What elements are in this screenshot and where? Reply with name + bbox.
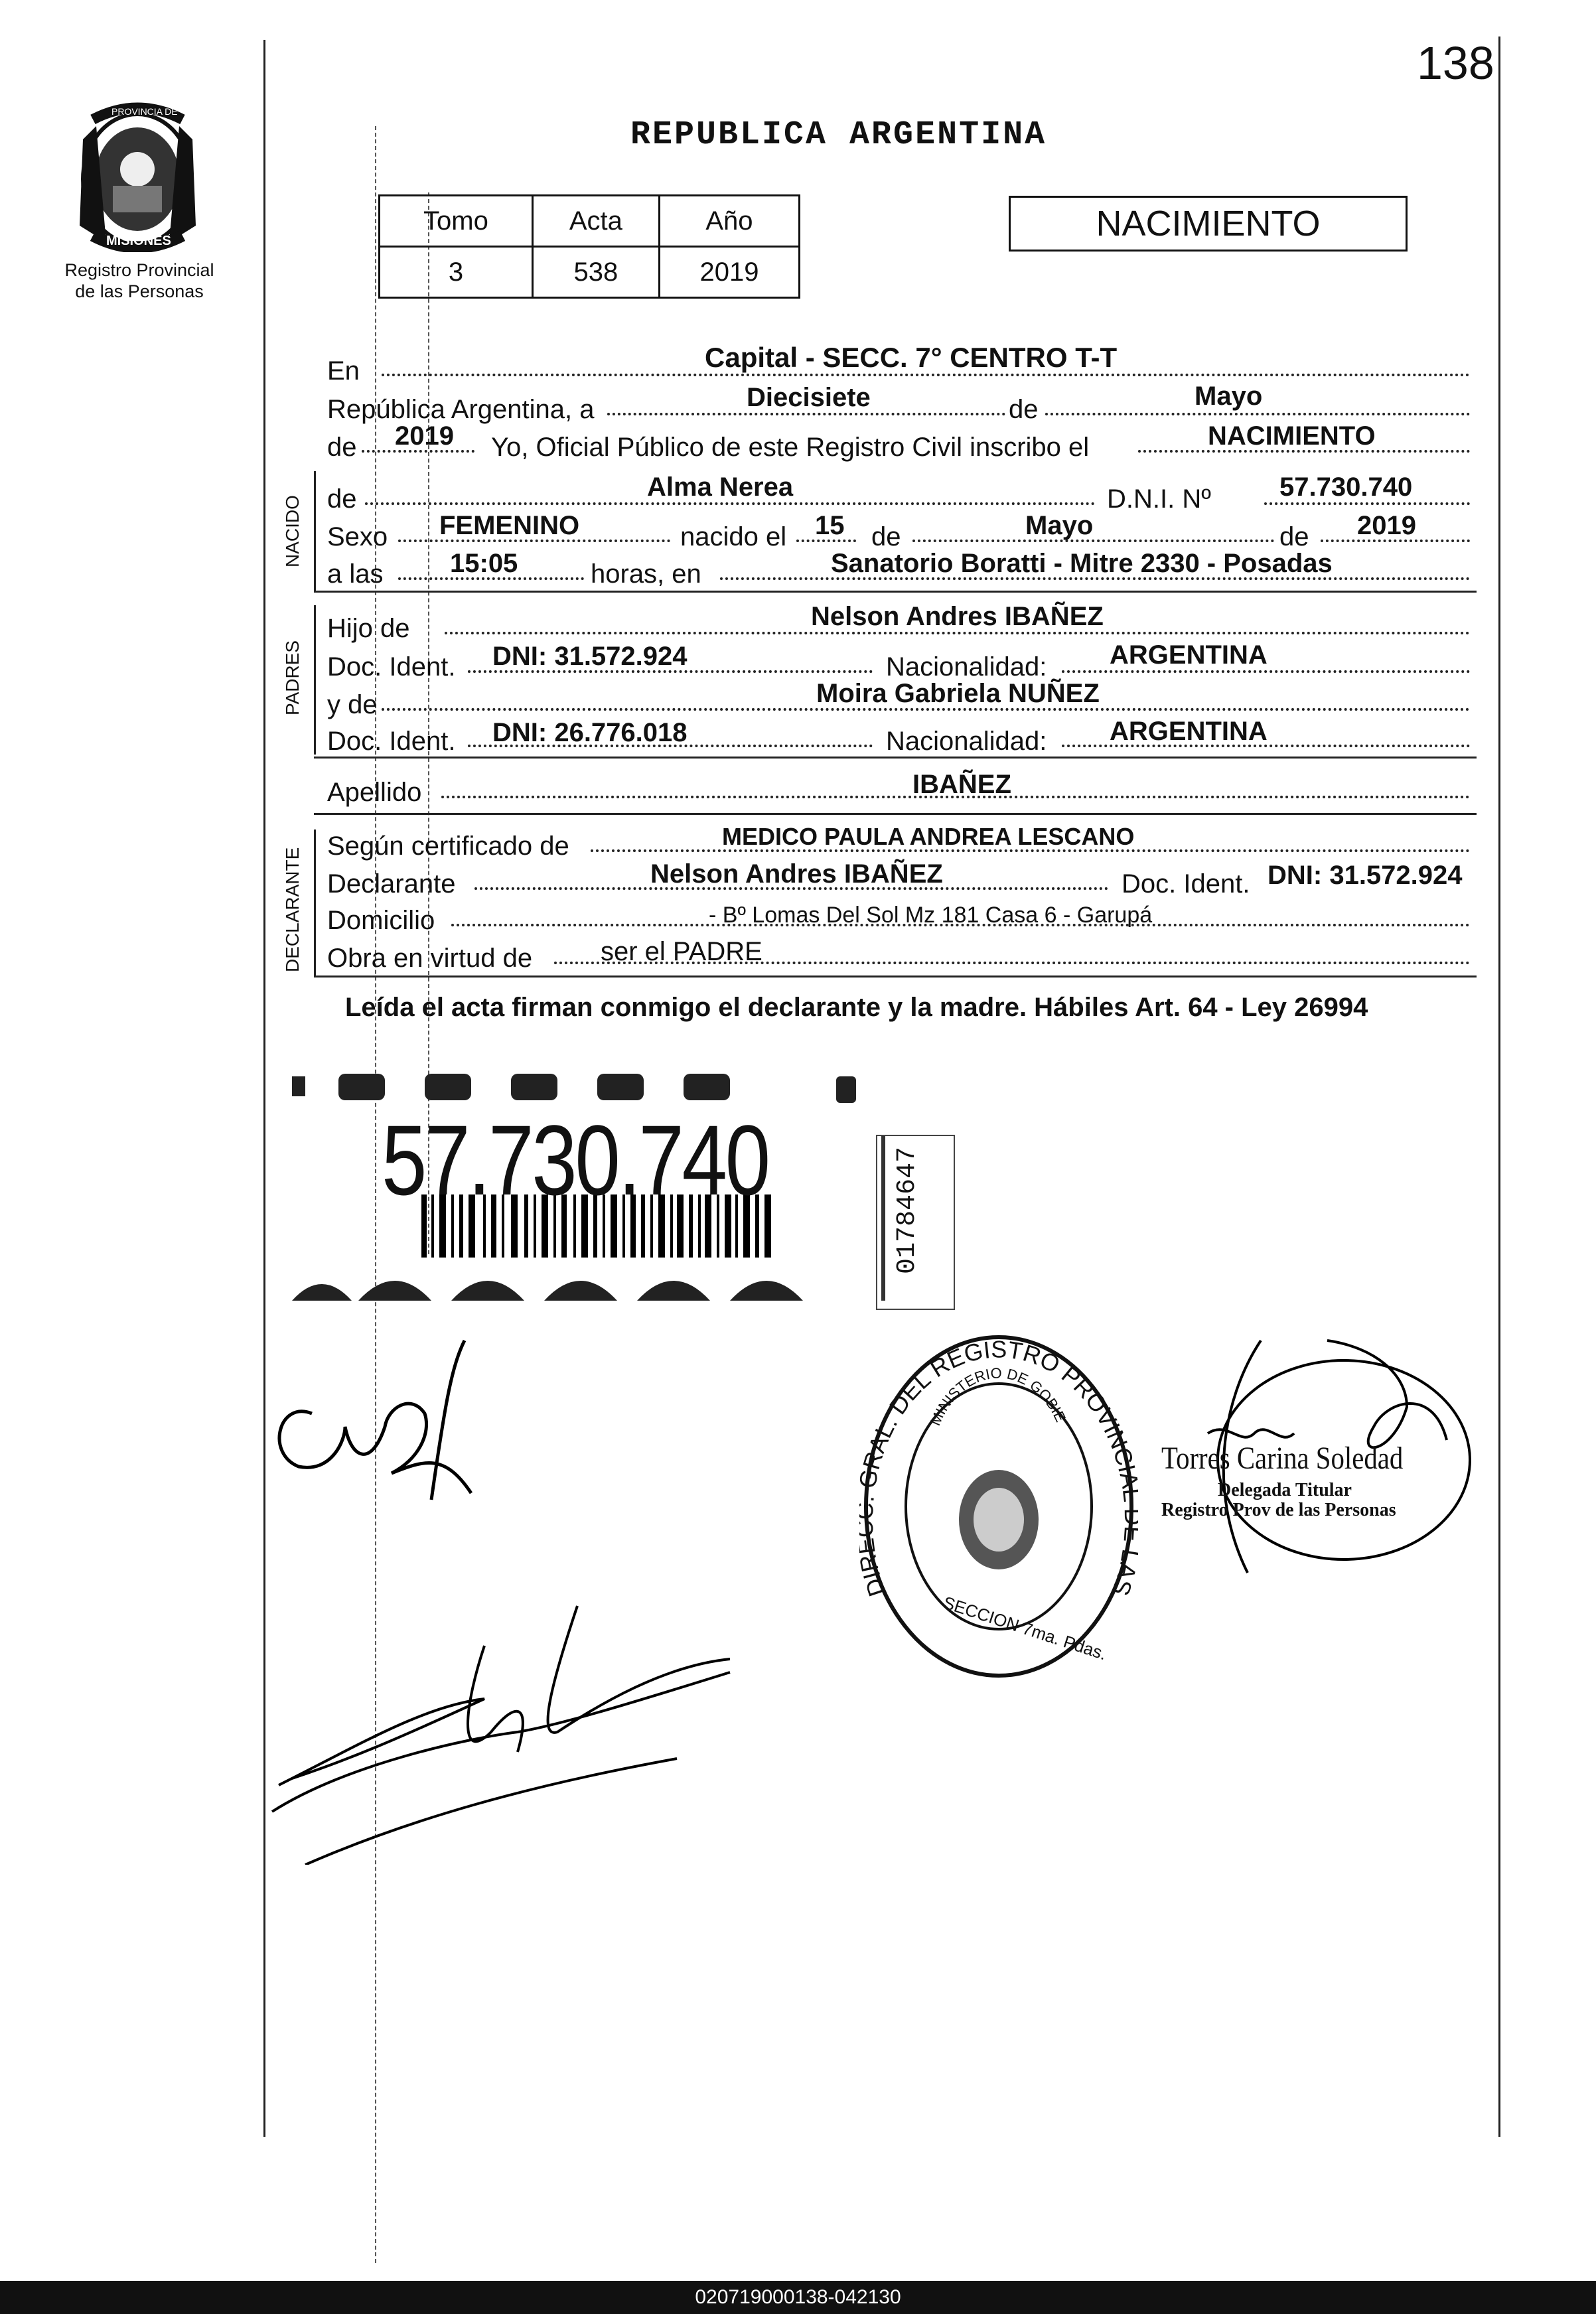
value-mother: Moira Gabriela NUÑEZ: [816, 679, 1100, 708]
signature-mother: [265, 1586, 743, 1865]
dots: [912, 540, 1274, 542]
dots: [382, 374, 1470, 376]
label-dni: D.N.I. Nº: [1107, 484, 1211, 514]
value-dni: 57.730.740: [1279, 472, 1413, 502]
official-signature: [1155, 1321, 1480, 1659]
seal-text-top: PROVINCIA DE: [111, 106, 178, 117]
table-cell: 3: [380, 247, 533, 298]
label-domicilio: Domicilio: [327, 906, 435, 935]
label-nacionalidad-1: Nacionalidad:: [886, 652, 1047, 682]
logo-caption-1: Registro Provincial: [64, 260, 214, 280]
closing-statement: Leída el acta firman conmigo el declarante y la madre. Hábiles Art. 64 - Ley 26994: [345, 993, 1368, 1022]
value-certificate: MEDICO PAULA ANDREA LESCANO: [722, 823, 1135, 850]
dots: [445, 632, 1470, 634]
section-label-nacido: NACIDO: [282, 495, 303, 567]
official-role: Delegada Titular: [1218, 1480, 1352, 1500]
value-acting-as: ser el PADRE: [601, 937, 762, 966]
value-sex: FEMENINO: [439, 511, 580, 540]
label-doc-ident-2: Doc. Ident.: [327, 727, 456, 756]
table-cell: 538: [532, 247, 659, 298]
value-month: Mayo: [1195, 382, 1263, 411]
page-title: REPUBLICA ARGENTINA: [630, 116, 1047, 154]
label-declarante: Declarante: [327, 869, 456, 899]
label-segun-certificado: Según certificado de: [327, 832, 569, 861]
label-de-dia: de: [871, 522, 901, 551]
id-sticker-number: 57.730.740: [382, 1104, 768, 1216]
official-office: Registro Prov de las Personas: [1161, 1500, 1396, 1520]
label-apellido: Apellido: [327, 778, 422, 807]
label-y-de: y de: [327, 690, 378, 719]
label-en: En: [327, 356, 360, 386]
value-father: Nelson Andres IBAÑEZ: [811, 602, 1104, 631]
table-header: Acta: [532, 196, 659, 247]
label-nacido-el: nacido el: [680, 522, 787, 551]
label-horas-en: horas, en: [591, 559, 701, 589]
value-birth-year: 2019: [1357, 511, 1416, 540]
province-seal-logo: [66, 100, 209, 252]
value-address: - Bº Lomas Del Sol Mz 181 Casa 6 - Garupá: [709, 903, 1153, 928]
record-type-box: NACIMIENTO: [1009, 196, 1408, 252]
value-mother-doc: DNI: 26.776.018: [492, 718, 688, 747]
value-father-doc: DNI: 31.572.924: [492, 642, 688, 671]
logo-caption-2: de las Personas: [75, 281, 204, 301]
record-table: [378, 194, 800, 299]
right-margin-line: [1498, 36, 1500, 2137]
label-de: de: [327, 433, 357, 462]
section-divider: [314, 757, 1477, 759]
value-birth-month: Mayo: [1025, 511, 1094, 540]
dots: [607, 413, 1005, 415]
table-cell: 2019: [659, 247, 799, 298]
label-a-las: a las: [327, 559, 384, 589]
label-nacionalidad-2: Nacionalidad:: [886, 727, 1047, 756]
value-birth-place: Sanatorio Boratti - Mitre 2330 - Posadas: [831, 549, 1333, 578]
section-label-declarante: DECLARANTE: [282, 847, 303, 972]
value-hour: 15:05: [450, 549, 518, 578]
value-place: Capital - SECC. 7° CENTRO T-T: [705, 342, 1118, 373]
id-sticker-serial: 01784647: [893, 1146, 922, 1274]
id-sticker: [292, 1062, 922, 1314]
dots: [1264, 502, 1470, 505]
section-bar-declarante: [314, 830, 316, 976]
seal-text-bottom: MISIONES: [106, 234, 171, 248]
label-republica: República Argentina, a: [327, 395, 595, 424]
label-oficial: Yo, Oficial Público de este Registro Civil inscribo el: [491, 433, 1090, 462]
footer-code: 020719000138-042130: [0, 2281, 1596, 2314]
page-number: 138: [1417, 37, 1494, 89]
label-doc-ident-1: Doc. Ident.: [327, 652, 456, 682]
value-name: Alma Nerea: [647, 472, 794, 502]
official-name: Torres Carina Soledad: [1161, 1441, 1404, 1476]
serial-box: [876, 1135, 955, 1310]
value-act: NACIMIENTO: [1208, 421, 1376, 451]
value-birth-day: 15: [815, 511, 845, 540]
dots: [1062, 670, 1470, 673]
signature-declarant: [272, 1327, 551, 1566]
table-header: Tomo: [380, 196, 533, 247]
section-divider: [314, 976, 1477, 977]
stamp-bottom-text: SECCION 7ma. Pdas.: [940, 1592, 1110, 1664]
stamp-outer-text: DI RAL. DEL REGISTRO PROVINCI S: [859, 1335, 1138, 1600]
official-stamp: [859, 1327, 1138, 1686]
table-header: Año: [659, 196, 799, 247]
section-divider: [314, 813, 1477, 815]
label-sexo: Sexo: [327, 522, 388, 551]
section-label-padres: PADRES: [282, 640, 303, 715]
value-declarant: Nelson Andres IBAÑEZ: [650, 859, 943, 889]
label-de-anio: de: [1279, 522, 1309, 551]
label-de-nombre: de: [327, 484, 357, 514]
value-year: 2019: [395, 421, 454, 451]
label-doc-ident-3: Doc. Ident.: [1122, 869, 1250, 899]
dots: [365, 502, 1095, 505]
label-hijo-de: Hijo de: [327, 614, 410, 643]
label-obra-en-virtud: Obra en virtud de: [327, 944, 533, 973]
value-father-nationality: ARGENTINA: [1110, 640, 1268, 670]
stamp-inner-text: MINISTERIO DE GOBIE: [926, 1364, 1070, 1428]
section-bar-padres: [314, 605, 316, 755]
value-declarant-doc: DNI: 31.572.924: [1268, 861, 1463, 890]
section-divider: [314, 591, 1477, 593]
section-bar-nacido: [314, 471, 316, 591]
value-day-words: Diecisiete: [747, 383, 871, 412]
label-de-mes: de: [1009, 395, 1039, 424]
value-mother-nationality: ARGENTINA: [1110, 717, 1268, 746]
value-surname: IBAÑEZ: [912, 770, 1011, 799]
dots: [1045, 413, 1470, 415]
